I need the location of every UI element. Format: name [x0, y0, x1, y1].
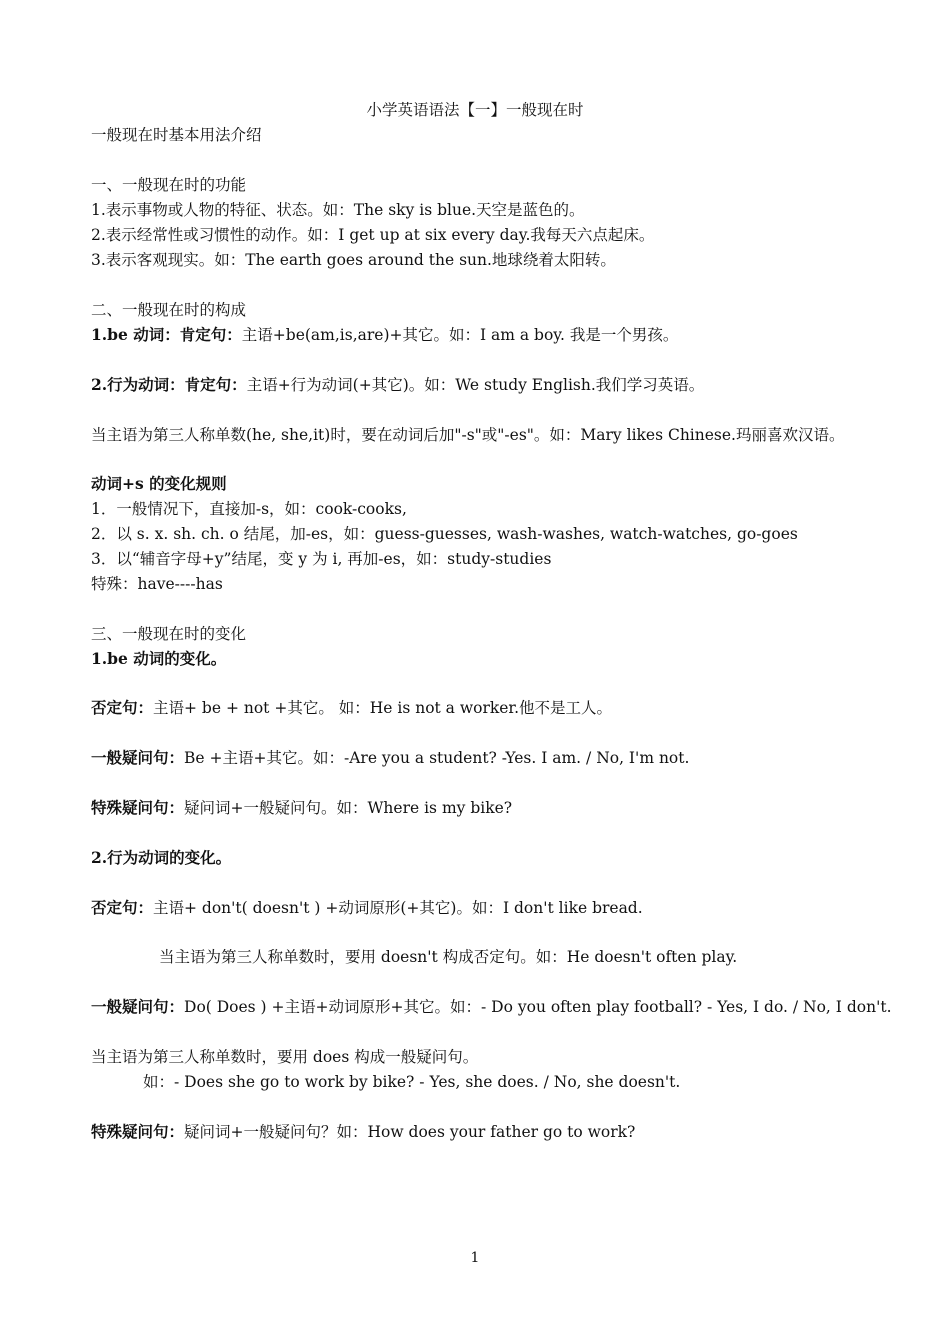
- rule-special: 特殊：have----has: [91, 575, 223, 593]
- section-3-heading: 三、一般现在时的变化: [91, 625, 247, 643]
- function-item-1: 1.表示事物或人物的特征、状态。如：The sky is blue.天空是蓝色的。: [91, 201, 585, 219]
- be-negative-label: 否定句：: [91, 698, 154, 717]
- verb-affirmative-label: 2.行为动词：肯定句：: [91, 375, 247, 394]
- be-question-text: Be +主语+其它。如：-Are you a student? -Yes. I am. / No, I'm not.: [184, 749, 690, 767]
- function-item-3: 3.表示客观现实。如：The earth goes around the sun.地球绕着太阳转。: [91, 251, 616, 269]
- verb-wh-question-text: 疑问词+一般疑问句？如：How does your father go to work?: [184, 1123, 636, 1141]
- verb-question-line: [91, 997, 892, 1017]
- rule-item-3: 3．以“辅音字母+y”结尾，变 y 为 i, 再加-es，如：study-studies: [91, 550, 552, 568]
- verb-change-heading: 2.行为动词的变化。: [91, 848, 232, 867]
- rules-heading: 动词+s 的变化规则: [91, 474, 227, 493]
- verb-negative-third-person: 当主语为第三人称单数时，要用 doesn't 构成否定句。如：He doesn't often play.: [159, 948, 738, 966]
- page-number: 1: [470, 1250, 480, 1266]
- function-item-2: 2.表示经常性或习惯性的动作。如：I get up at six every day.我每天六点起床。: [91, 226, 655, 244]
- be-affirmative-text: 主语+be(am,is,are)+其它。如：I am a boy. 我是一个男孩。: [241, 326, 679, 344]
- be-affirmative-label: 1.be 动词：肯定句：: [91, 325, 242, 344]
- verb-question-third-example: 如：- Does she go to work by bike? - Yes, she does. / No, she doesn't.: [143, 1073, 681, 1091]
- verb-wh-question-line: [91, 1122, 635, 1142]
- verb-negative-line: [91, 898, 643, 918]
- verb-negative-label: 否定句：: [91, 898, 154, 917]
- be-question-line: [91, 748, 689, 768]
- be-change-heading: 1.be 动词的变化。: [91, 649, 227, 668]
- verb-negative-text: 主语+ don't( doesn't ) +动词原形(+其它)。如：I don't like bread.: [153, 899, 643, 917]
- verb-question-text: Do( Does ) +主语+动词原形+其它。如：- Do you often play football? - Yes, I do. / No, I don't.: [184, 998, 892, 1016]
- be-negative-line: [91, 698, 612, 718]
- verb-affirmative-text: 主语+行为动词(+其它)。如：We study English.我们学习英语。: [246, 376, 705, 394]
- be-wh-question-text: 疑问词+一般疑问句。如：Where is my bike?: [184, 799, 513, 817]
- verb-wh-question-label: 特殊疑问句：: [91, 1122, 185, 1141]
- be-question-label: 一般疑问句：: [91, 748, 185, 767]
- verb-affirmative-line: [91, 375, 704, 395]
- third-person-note: 当主语为第三人称单数(he, she,it)时，要在动词后加"-s"或"-es"。如：Mary likes Chinese.玛丽喜欢汉语。: [91, 426, 845, 444]
- intro-text: 一般现在时基本用法介绍: [91, 126, 262, 144]
- be-wh-question-line: [91, 798, 512, 818]
- be-affirmative-line: [91, 325, 678, 345]
- rule-item-1: 1．一般情况下，直接加-s，如：cook-cooks,: [91, 500, 407, 518]
- rule-item-2: 2．以 s. x. sh. ch. o 结尾，加-es，如：guess-guesses, wash-washes, watch-watches, go-goes: [91, 525, 798, 543]
- section-2-heading: 二、一般现在时的构成: [91, 301, 247, 319]
- be-wh-question-label: 特殊疑问句：: [91, 798, 185, 817]
- section-1-heading: 一、一般现在时的功能: [91, 176, 247, 194]
- page-title: 小学英语语法【一】一般现在时: [366, 101, 584, 119]
- be-negative-text: 主语+ be + not +其它。 如：He is not a worker.他不是工人。: [153, 699, 613, 717]
- verb-question-third-person: 当主语为第三人称单数时，要用 does 构成一般疑问句。: [91, 1048, 479, 1066]
- verb-question-label: 一般疑问句：: [91, 997, 185, 1016]
